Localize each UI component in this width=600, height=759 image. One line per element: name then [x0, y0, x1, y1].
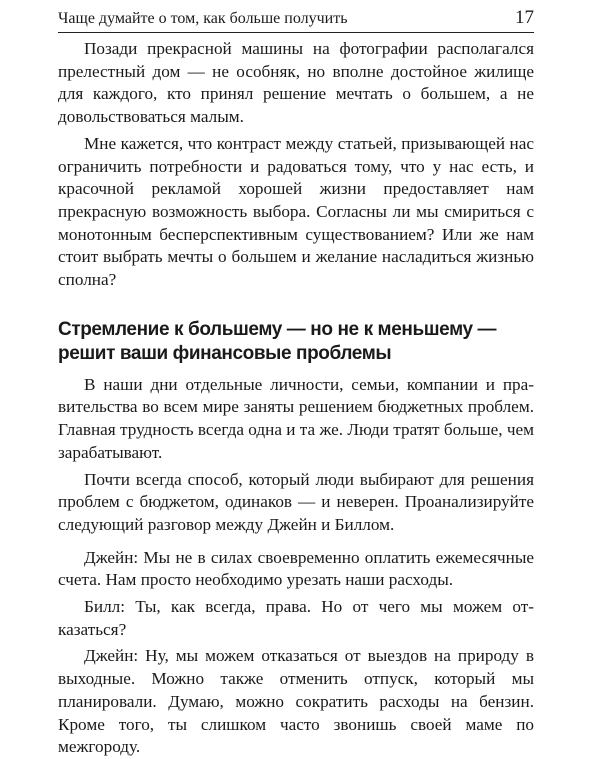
page-number: 17	[515, 7, 534, 28]
section-heading-line: Стремление к большему — но не к меньшему —	[58, 318, 497, 340]
dialogue-line: Билл: Ты, как всегда, права. Но от чего мы можем отказаться?	[58, 597, 534, 639]
paragraph: В наши дни отдельные личности, семьи, компании и правительства во всем мире заняты решением бюджетных проблем. Главная трудность всегда одна и та же. Люди тратят больше, чем зарабатывают.	[58, 374, 534, 462]
dialogue-line: Джейн: Ну, мы можем отказаться от выездов на природу в выходные. Можно также отменить отпуск, который мы планировали. Думаю, можно сократить расходы на бензин. Кроме того, ты слишком часто звонишь своей маме по межгороду.	[58, 646, 534, 757]
paragraph: Почти всегда способ, который люди выбирают для решения проблем с бюджетом, одинаков — и неверен. Проанализируйте следующий разговор между Джейн и Биллом.	[58, 469, 534, 534]
section-heading-line: решит ваши финансовые проблемы	[58, 342, 392, 364]
paragraph: Позади прекрасной машины на фотографии располагался прелестный дом — не особняк, но вполне достойное жилище для каждого, кто принял решение мечтать о большем, а не довольствоваться малым.	[58, 39, 534, 127]
paragraph: Мне кажется, что контраст между статьей, призывающей нас ограничить потребности и радоваться тому, что у нас есть, и красочной рекламой хорошей жизни предоставляет нам прекрасную возможность выбора. Согласны ли мы смириться с монотонным бесперспективным существованием? Или же нам стоит выбрать мечты о большем и желание насладиться жизнью сполна?	[58, 133, 534, 290]
dialogue-line: Джейн: Мы не в силах своевременно оплатить ежемесячные счета. Нам просто необходимо урезать наши расходы.	[58, 547, 534, 590]
running-title: Чаще думайте о том, как больше получить	[58, 10, 348, 27]
dialogue-block	[58, 547, 534, 759]
page-body	[58, 38, 534, 759]
section-heading	[58, 318, 534, 366]
running-header	[58, 4, 534, 33]
